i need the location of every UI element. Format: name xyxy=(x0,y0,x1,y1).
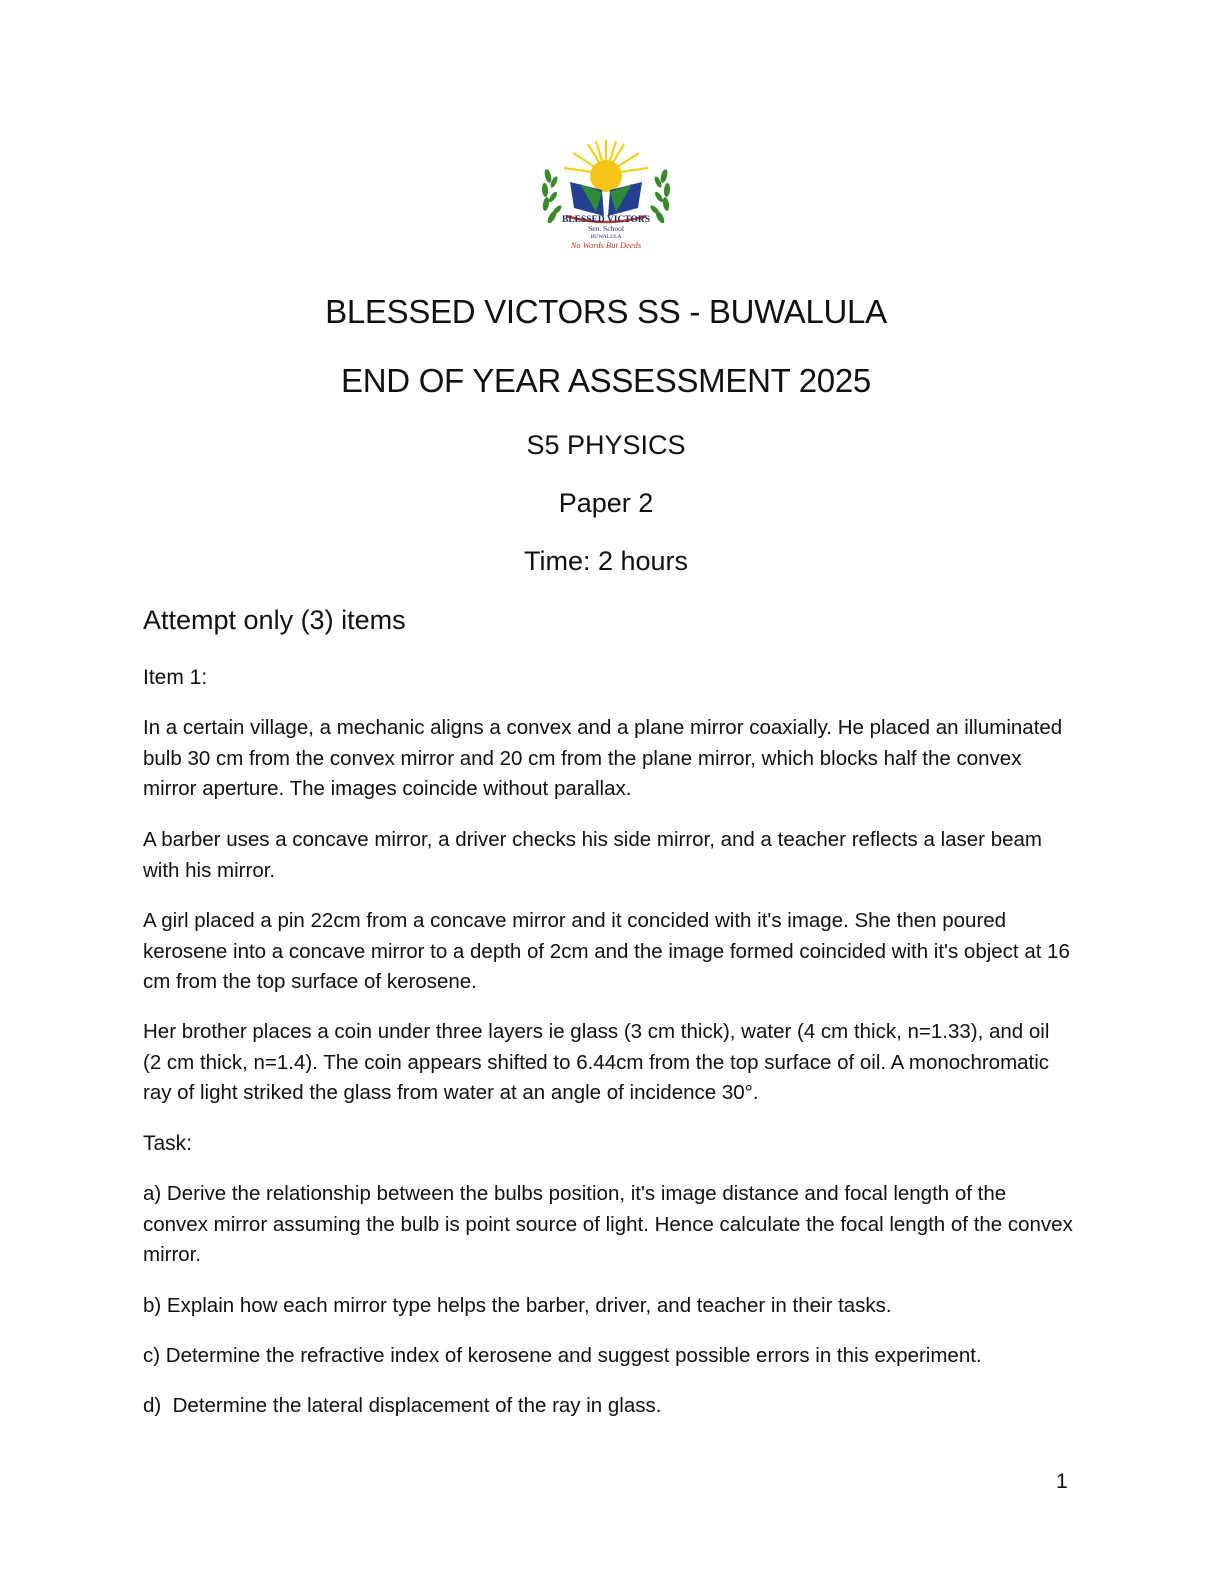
task-heading: Task: xyxy=(143,1132,193,1155)
paper-title: Paper 2 xyxy=(558,488,654,518)
item-paragraph: In a certain village, a mechanic aligns a convex and a plane mirror coaxially. He placed an illuminated bulb 30 cm from the convex mirror and 20 cm from the plane mirror, which blocks half the convex mirror aperture. The images coincide without parallax. xyxy=(143,716,1063,800)
task-c: c) Determine the refractive index of kerosene and suggest possible errors in this experiment. xyxy=(143,1344,982,1367)
exam-title: END OF YEAR ASSESSMENT 2025 xyxy=(341,362,871,399)
item-paragraph: A girl placed a pin 22cm from a concave mirror and it concided with it's image. She then poured kerosene into a concave mirror to a depth of 2cm and the image formed coincided with it's object at 16 cm from the top surface of kerosene. xyxy=(143,909,1070,993)
instruction: Attempt only (3) items xyxy=(143,605,406,635)
task-d: d) Determine the lateral displacement of the ray in glass. xyxy=(143,1394,662,1417)
school-logo xyxy=(536,136,676,252)
school-name: BLESSED VICTORS SS - BUWALULA xyxy=(325,293,887,330)
logo-line2: Sen. School xyxy=(588,224,624,233)
item-heading: Item 1: xyxy=(143,666,208,689)
item-paragraph: A barber uses a concave mirror, a driver checks his side mirror, and a teacher reflects a laser beam with his mirror. xyxy=(143,828,1042,882)
logo-line3: BUWALULA xyxy=(590,234,622,240)
subject-title: S5 PHYSICS xyxy=(526,430,686,460)
time-allowed: Time: 2 hours xyxy=(523,546,689,576)
logo-motto: No Words But Deeds xyxy=(570,240,642,250)
task-a: a) Derive the relationship between the bulbs position, it's image distance and focal length of the convex mirror assuming the bulb is point source of light. Hence calculate the focal length of the convex mirror. xyxy=(143,1182,1073,1266)
task-b: b) Explain how each mirror type helps the barber, driver, and teacher in their tasks. xyxy=(143,1294,892,1317)
item-paragraph: Her brother places a coin under three layers ie glass (3 cm thick), water (4 cm thick, n=1.33), and oil (2 cm thick, n=1.4). The coin appears shifted to 6.44cm from the top surface of oil. A monochromatic ray of light striked the glass from water at an angle of incidence 30°. xyxy=(143,1020,1050,1104)
page-number: 1 xyxy=(1056,1470,1068,1493)
logo-name: BLESSED VICTORS xyxy=(561,215,651,225)
